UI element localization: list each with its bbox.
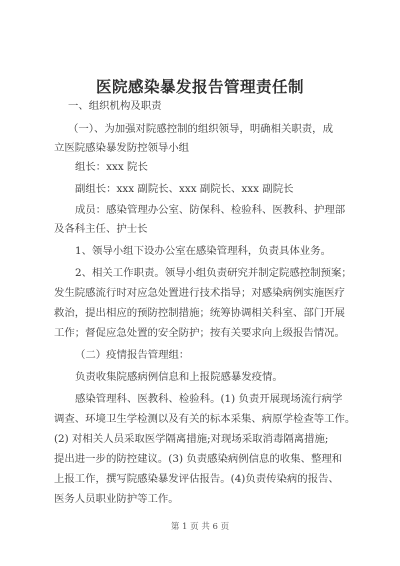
paragraph-line: 提出进一步的防控建议。(3) 负责感染病例信息的收集、整理和 <box>54 453 343 465</box>
paragraph-line: 立医院感染暴发防控领导小组 <box>54 142 190 154</box>
paragraph-line: 负责收集院感病例信息和上报院感暴发疫情。 <box>75 371 283 383</box>
paragraph-line: 副组长：xxx 副院长、xxx 副院长、xxx 副院长 <box>75 183 294 195</box>
page-number-footer: 第 1 页 共 6 页 <box>170 522 230 532</box>
section-heading-organization: 一、组织机构及职责 <box>68 100 162 112</box>
paragraph-line: 及各科主任、护士长 <box>54 223 148 235</box>
paragraph-line: 感染管理科、医教科、检验科。(1) 负责开展现场流行病学 <box>75 393 343 405</box>
paragraph-line: 2、相关工作职责。领导小组负责研究并制定院感控制预案； <box>75 267 352 279</box>
paragraph-line: 上报工作，撰写院感染暴发评估报告。(4)负责传染病的报告、 <box>54 473 339 485</box>
paragraph-line: 工作；督促应急处置的安全防护；按有关要求向上级报告情况。 <box>54 327 345 339</box>
paragraph-line: 成员：感染管理办公室、防保科、检验科、医教科、护理部 <box>75 204 346 216</box>
paragraph-line: 1、领导小组下设办公室在感染管理科，负责具体业务。 <box>75 245 331 257</box>
paragraph-line: （一）、为加强对院感控制的组织领导，明确相关职责，成 <box>68 123 333 135</box>
paragraph-line: 医务人员职业防护等工作。 <box>54 493 179 505</box>
document-title: 医院感染暴发报告管理责任制 <box>95 77 304 96</box>
paragraph-line: 调查、环境卫生学检测以及有关的标本采集、病原学检查等工作。 <box>54 413 356 425</box>
paragraph-line: 救治，提出相应的预防控制措施；统筹协调相关科室、部门开展 <box>54 307 345 319</box>
paragraph-line: 发生院感流行时对应急处置进行技术指导；对感染病例实施医疗 <box>54 287 345 299</box>
section-heading-reporting: （二）疫情报告管理组： <box>75 349 190 361</box>
paragraph-line: (2) 对相关人员采取医学隔离措施;对现场采取消毒隔离措施; <box>54 433 329 445</box>
paragraph-line: 组长：xxx 院长 <box>75 161 148 173</box>
